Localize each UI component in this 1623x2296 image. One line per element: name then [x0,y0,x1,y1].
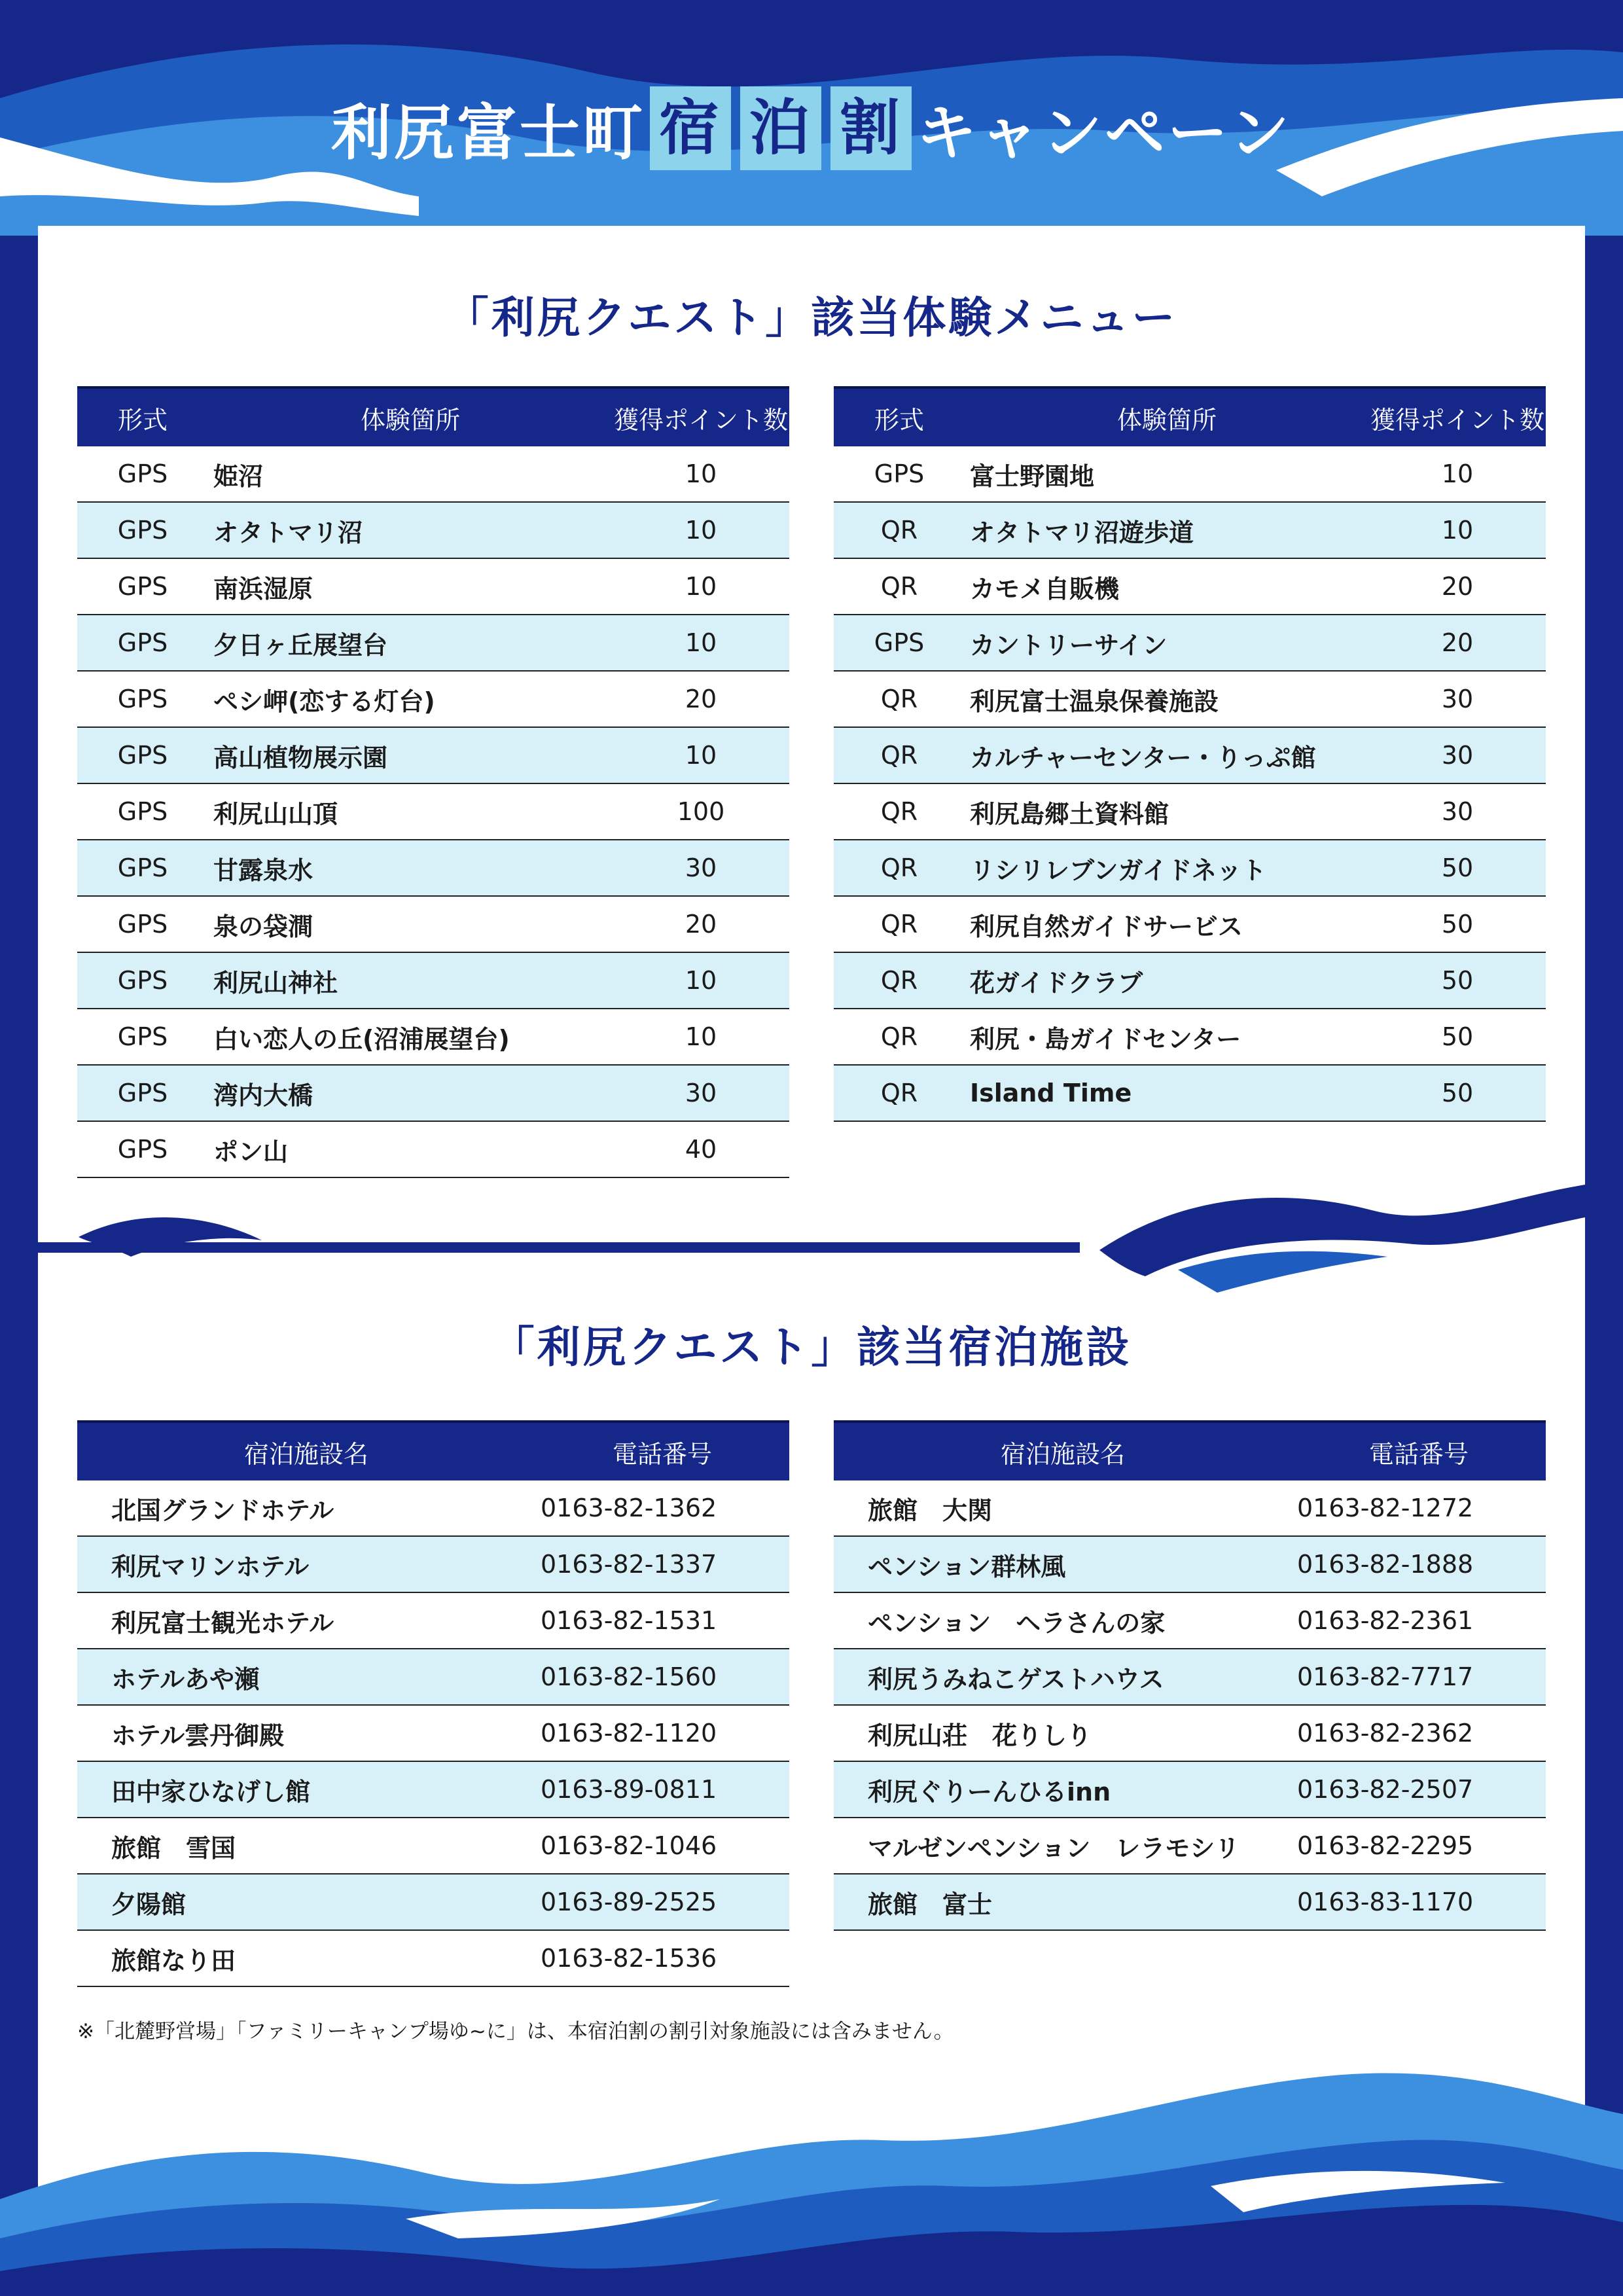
cell-phone: 0163-82-1531 [535,1592,789,1649]
cell-type: QR [834,671,965,727]
col-header-facility: 宿泊施設名 [834,1422,1292,1480]
table-row [77,1480,789,1536]
table-row [77,727,789,783]
cell-phone: 0163-82-1046 [535,1818,789,1874]
cell-phone: 0163-82-7717 [1292,1649,1546,1705]
cell-points: 10 [613,1009,789,1065]
cell-place: 夕日ヶ丘展望台 [208,615,613,671]
cell-points: 50 [1369,840,1546,896]
cell-type: GPS [77,896,208,952]
col-header-place: 体験箇所 [208,387,613,446]
cell-place: 花ガイドクラブ [965,952,1369,1009]
table-row [834,1705,1546,1761]
cell-name: ホテルあや瀬 [77,1649,535,1705]
cell-points: 30 [613,1065,789,1121]
table-row [77,840,789,896]
cell-name: 旅館 雪国 [77,1818,535,1874]
cell-phone: 0163-82-1560 [535,1649,789,1705]
cell-place: 富士野園地 [965,446,1369,502]
table-row [834,840,1546,896]
cell-points: 100 [613,783,789,840]
table-row [77,1761,789,1818]
table-row [834,952,1546,1009]
cell-name: 北国グランドホテル [77,1480,535,1536]
cell-type: GPS [77,671,208,727]
cell-points: 10 [613,615,789,671]
cell-phone: 0163-82-2361 [1292,1592,1546,1649]
table-row [77,952,789,1009]
table-row [77,1705,789,1761]
title-prefix: 利尻富士町 [330,98,645,168]
table-row [77,446,789,502]
table-row [834,783,1546,840]
table-row [834,1065,1546,1121]
table-row [77,1649,789,1705]
cell-phone: 0163-82-2507 [1292,1761,1546,1818]
cell-name: 利尻マリンホテル [77,1536,535,1592]
title-box-1: 宿 [650,86,731,170]
table-row [77,783,789,840]
cell-type: GPS [77,952,208,1009]
table-row [77,1009,789,1065]
experience-table-left [77,386,789,1178]
table-row [834,502,1546,558]
cell-place: 甘露泉水 [208,840,613,896]
col-header-phone: 電話番号 [535,1422,789,1480]
table-row [834,671,1546,727]
cell-type: QR [834,783,965,840]
cell-place: オタトマリ沼遊歩道 [965,502,1369,558]
cell-name: 夕陽館 [77,1874,535,1930]
cell-points: 50 [1369,1065,1546,1121]
col-header-phone: 電話番号 [1292,1422,1546,1480]
cell-type: QR [834,840,965,896]
col-header-place: 体験箇所 [965,387,1369,446]
cell-type: QR [834,727,965,783]
cell-type: GPS [77,615,208,671]
table-row [834,1649,1546,1705]
cell-points: 10 [1369,502,1546,558]
cell-phone: 0163-82-1337 [535,1536,789,1592]
cell-phone: 0163-83-1170 [1292,1874,1546,1930]
cell-type: GPS [834,615,965,671]
cell-points: 20 [1369,558,1546,615]
page-title [0,85,1623,171]
cell-phone: 0163-89-2525 [535,1874,789,1930]
table-row [77,502,789,558]
cell-points: 30 [1369,727,1546,783]
col-header-type: 形式 [834,387,965,446]
table-row [834,1480,1546,1536]
cell-place: リシリレブンガイドネット [965,840,1369,896]
cell-type: QR [834,896,965,952]
cell-phone: 0163-82-1888 [1292,1536,1546,1592]
cell-phone: 0163-89-0811 [535,1761,789,1818]
cell-place: 利尻島郷土資料館 [965,783,1369,840]
cell-place: 南浜湿原 [208,558,613,615]
cell-points: 30 [613,840,789,896]
table-row [834,1009,1546,1065]
cell-place: 白い恋人の丘(沼浦展望台) [208,1009,613,1065]
cell-name: 田中家ひなげし館 [77,1761,535,1818]
cell-points: 50 [1369,896,1546,952]
cell-type: GPS [77,840,208,896]
cell-place: オタトマリ沼 [208,502,613,558]
cell-points: 10 [613,558,789,615]
cell-place: 姫沼 [208,446,613,502]
table-row [77,1874,789,1930]
cell-type: GPS [77,783,208,840]
table-row [834,558,1546,615]
table-row [834,1874,1546,1930]
col-header-points: 獲得ポイント数 [613,387,789,446]
cell-points: 10 [1369,446,1546,502]
cell-type: QR [834,502,965,558]
cell-place: 利尻自然ガイドサービス [965,896,1369,952]
cell-phone: 0163-82-1536 [535,1930,789,1986]
table-row [834,1592,1546,1649]
title-suffix: キャンペーン [916,98,1293,168]
cell-type: GPS [77,446,208,502]
cell-place: Island Time [965,1065,1369,1121]
cell-name: マルゼンペンション レラモシリ [834,1818,1292,1874]
table-row [77,896,789,952]
title-box-3: 割 [830,86,912,170]
cell-points: 50 [1369,1009,1546,1065]
table-row [77,1121,789,1177]
cell-type: GPS [77,1009,208,1065]
middle-wave-decoration [0,1172,1623,1296]
cell-place: 利尻富士温泉保養施設 [965,671,1369,727]
table-row [77,1592,789,1649]
cell-place: 泉の袋澗 [208,896,613,952]
cell-points: 20 [613,896,789,952]
experience-section-title: 「利尻クエスト」該当体験メニュー [445,293,1178,343]
cell-points: 10 [613,952,789,1009]
table-row [834,1818,1546,1874]
cell-phone: 0163-82-1362 [535,1480,789,1536]
cell-name: ペンション群林風 [834,1536,1292,1592]
table-row [834,727,1546,783]
table-row [834,1536,1546,1592]
cell-name: ペンション ヘラさんの家 [834,1592,1292,1649]
cell-phone: 0163-82-1272 [1292,1480,1546,1536]
cell-phone: 0163-82-1120 [535,1705,789,1761]
table-row [834,615,1546,671]
table-row [77,558,789,615]
table-row [834,446,1546,502]
cell-place: カモメ自販機 [965,558,1369,615]
cell-type: QR [834,952,965,1009]
cell-type: GPS [834,446,965,502]
cell-name: 利尻富士観光ホテル [77,1592,535,1649]
table-row [77,1536,789,1592]
cell-type: GPS [77,502,208,558]
table-row [834,896,1546,952]
cell-place: 利尻山神社 [208,952,613,1009]
cell-place: 高山植物展示園 [208,727,613,783]
cell-phone: 0163-82-2295 [1292,1818,1546,1874]
cell-type: GPS [77,1065,208,1121]
title-box-2: 泊 [740,86,821,170]
cell-points: 10 [613,446,789,502]
table-row [77,671,789,727]
table-row [77,1930,789,1986]
table-row [834,1761,1546,1818]
cell-type: GPS [77,558,208,615]
cell-name: 利尻山荘 花りしり [834,1705,1292,1761]
cell-place: 湾内大橋 [208,1065,613,1121]
cell-place: カルチャーセンター・りっぷ館 [965,727,1369,783]
cell-type: QR [834,1009,965,1065]
table-row [77,615,789,671]
cell-points: 10 [613,727,789,783]
footnote: ※「北麓野営場」「ファミリーキャンプ場ゆ~に」は、本宿泊割の割引対象施設には含みません。 [77,2020,954,2043]
cell-name: ホテル雲丹御殿 [77,1705,535,1761]
cell-name: 旅館 大関 [834,1480,1292,1536]
cell-points: 30 [1369,783,1546,840]
cell-place: ペシ岬(恋する灯台) [208,671,613,727]
lodging-table-right [834,1420,1546,1931]
table-row [77,1818,789,1874]
cell-points: 40 [613,1121,789,1177]
cell-points: 50 [1369,952,1546,1009]
table-row [77,1065,789,1121]
lodging-table-left [77,1420,789,1987]
cell-place: 利尻山山頂 [208,783,613,840]
bottom-wave-decoration [0,2003,1623,2296]
lodging-section-title: 「利尻クエスト」該当宿泊施設 [491,1322,1132,1372]
cell-name: 利尻うみねこゲストハウス [834,1649,1292,1705]
cell-points: 20 [1369,615,1546,671]
cell-place: カントリーサイン [965,615,1369,671]
cell-points: 20 [613,671,789,727]
cell-points: 30 [1369,671,1546,727]
cell-type: QR [834,1065,965,1121]
cell-place: ポン山 [208,1121,613,1177]
cell-name: 旅館 富士 [834,1874,1292,1930]
col-header-points: 獲得ポイント数 [1369,387,1546,446]
cell-points: 10 [613,502,789,558]
cell-type: GPS [77,727,208,783]
cell-type: QR [834,558,965,615]
cell-place: 利尻・島ガイドセンター [965,1009,1369,1065]
experience-table-right [834,386,1546,1122]
cell-type: GPS [77,1121,208,1177]
col-header-facility: 宿泊施設名 [77,1422,535,1480]
col-header-type: 形式 [77,387,208,446]
cell-name: 旅館なり田 [77,1930,535,1986]
cell-phone: 0163-82-2362 [1292,1705,1546,1761]
cell-name: 利尻ぐりーんひるinn [834,1761,1292,1818]
